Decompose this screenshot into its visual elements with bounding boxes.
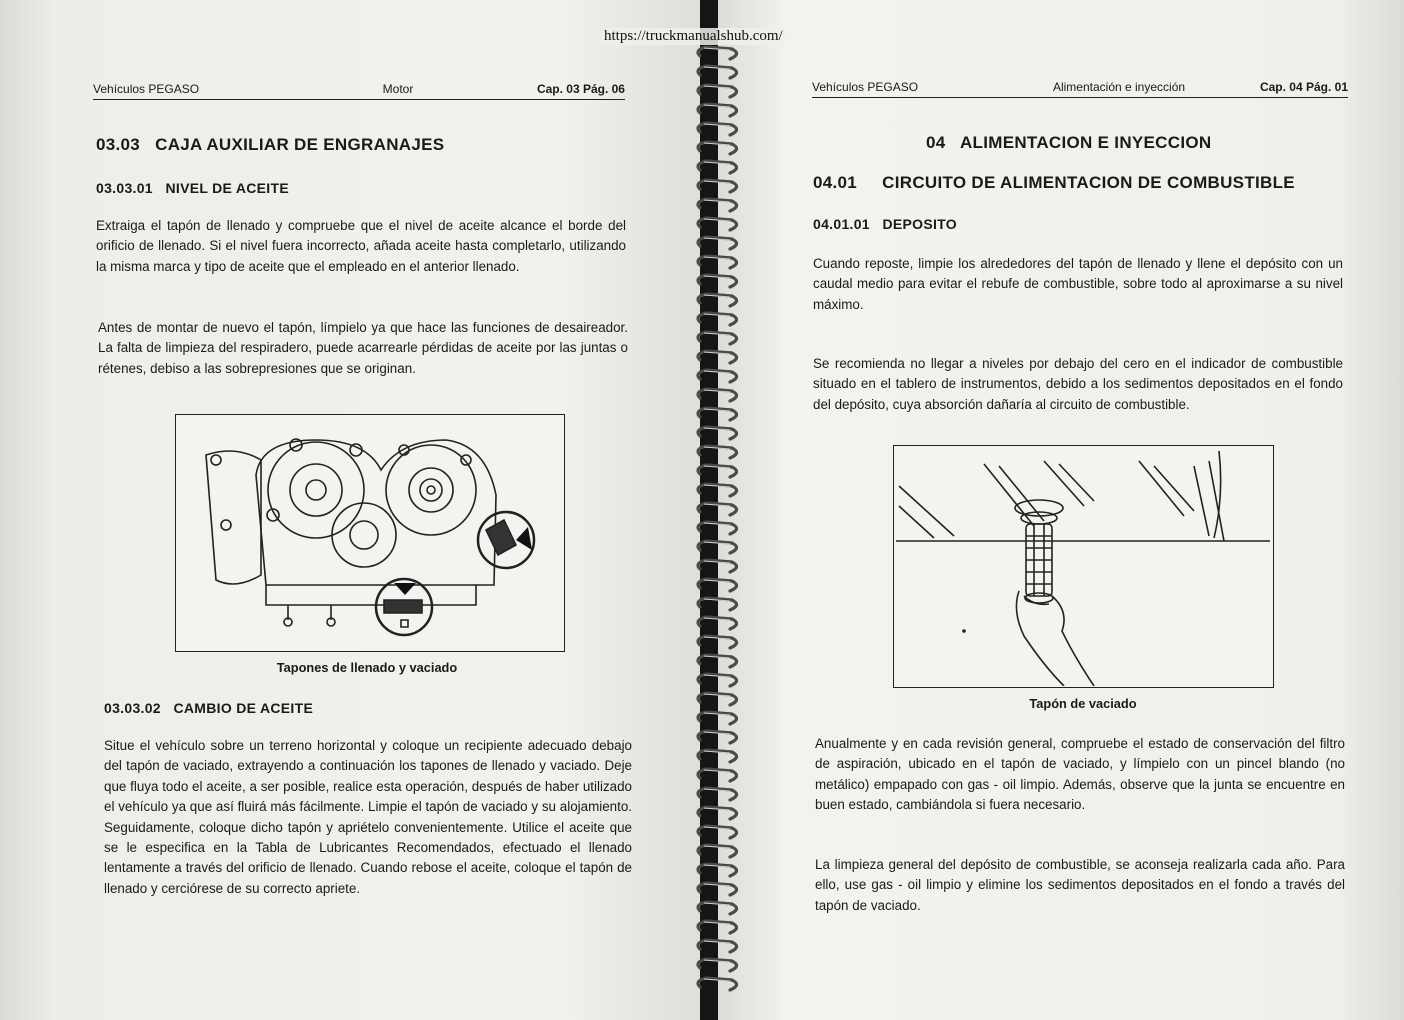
figure-drain-plug: [893, 445, 1274, 688]
page-header: [93, 74, 625, 100]
subsection-title: 03.03.02 CAMBIO DE ACEITE: [104, 700, 314, 716]
header-right: Cap. 03 Pág. 06: [536, 82, 625, 96]
paragraph: Se recomienda no llegar a niveles por debajo del cero en el indicador de combustible situado en el tablero de instrumentos, debido a los sedimentos depositados en el fondo del depósito, cuya absorción dañaría al circuito de combustible.: [813, 356, 1343, 412]
paragraph: La limpieza general del depósito de combustible, se aconseja realizarla cada año. Para ello, use gas - oil limpio y elimine los sedimentos depositados en el fondo a través del tapón de vaciado.: [815, 857, 1345, 913]
paragraph: Cuando reposte, limpie los alrededores del tapón de llenado y llene el depósito con un caudal medio para evitar el rebufe de combustible, sobre todo al aproximarse a su nivel máximo.: [813, 256, 1343, 312]
subsection-title: 04.01.01 DEPOSITO: [813, 216, 957, 232]
paragraph: Situe el vehículo sobre un terreno horizontal y coloque un recipiente adecuado debajo del tapón de vaciado, extrayendo a continuación los tapones de llenado y vaciado. Deje que fluya todo el aceite, a ser posible, realice esta operación, después de haber utilizado el vehículo ya que así fluirá más fácilmente. Limpie el tapón de vaciado y su alojamiento. Seguidamente, coloque dicho tapón y apriételo convenientemente. Utilice el aceite que se le especifica en la Tabla de Lubricantes Recomendados, efectuado el llenado lentamente a través del orificio de llenado. Cuando rebose el aceite, coloque el tapón de llenado y cerciórese de su correcto apriete.: [104, 738, 632, 896]
paragraph: Anualmente y en cada revisión general, compruebe el estado de conservación del filtro de aspiración, ubicado en el tapón de vaciado, y límpielo con un pincel blando (no metálico) empapado con gas - oil limpio. Además, observe que la junta se encuentre en buen estado, cambiándola si fuera necesario.: [815, 736, 1345, 813]
header-center: Motor: [382, 82, 414, 96]
figure-caption: Tapones de llenado y vaciado: [276, 660, 458, 675]
page-header: [812, 72, 1348, 98]
watermark-url: https://truckmanualshub.com/: [604, 28, 783, 44]
paragraph: Antes de montar de nuevo el tapón, límpielo ya que hace las funciones de desaireador. La falta de limpieza del respiradero, puede acarrearle pérdidas de aceite por las juntas o rétenes, debiso a las sobrepresiones que se originan.: [98, 320, 628, 376]
header-center: Alimentación e inyección: [1052, 80, 1186, 94]
header-right: Cap. 04 Pág. 01: [1259, 80, 1348, 94]
figure-gearbox: [175, 414, 565, 652]
figure-caption: Tapón de vaciado: [1029, 696, 1137, 711]
gearbox-illustration: [176, 415, 563, 650]
chapter-title: 04 ALIMENTACION E INYECCION: [926, 133, 1212, 152]
drain-plug-illustration: [894, 446, 1272, 686]
left-page: [0, 0, 700, 1020]
subsection-title: 03.03.01 NIVEL DE ACEITE: [96, 180, 289, 196]
header-left: Vehículos PEGASO: [812, 80, 919, 94]
section-title: 03.03 CAJA AUXILIAR DE ENGRANAJES: [96, 135, 445, 154]
paragraph: Extraiga el tapón de llenado y compruebe que el nivel de aceite alcance el borde del orificio de llenado. Si el nivel fuera incorrecto, añada aceite hasta completarlo, utilizando la misma marca y tipo de aceite que el empleado en el anterior llenado.: [96, 218, 626, 274]
section-title: 04.01 CIRCUITO DE ALIMENTACION DE COMBUSTIBLE: [813, 173, 1295, 192]
spiral-binding: [686, 38, 750, 998]
header-left: Vehículos PEGASO: [93, 82, 200, 96]
right-page: [718, 0, 1404, 1020]
